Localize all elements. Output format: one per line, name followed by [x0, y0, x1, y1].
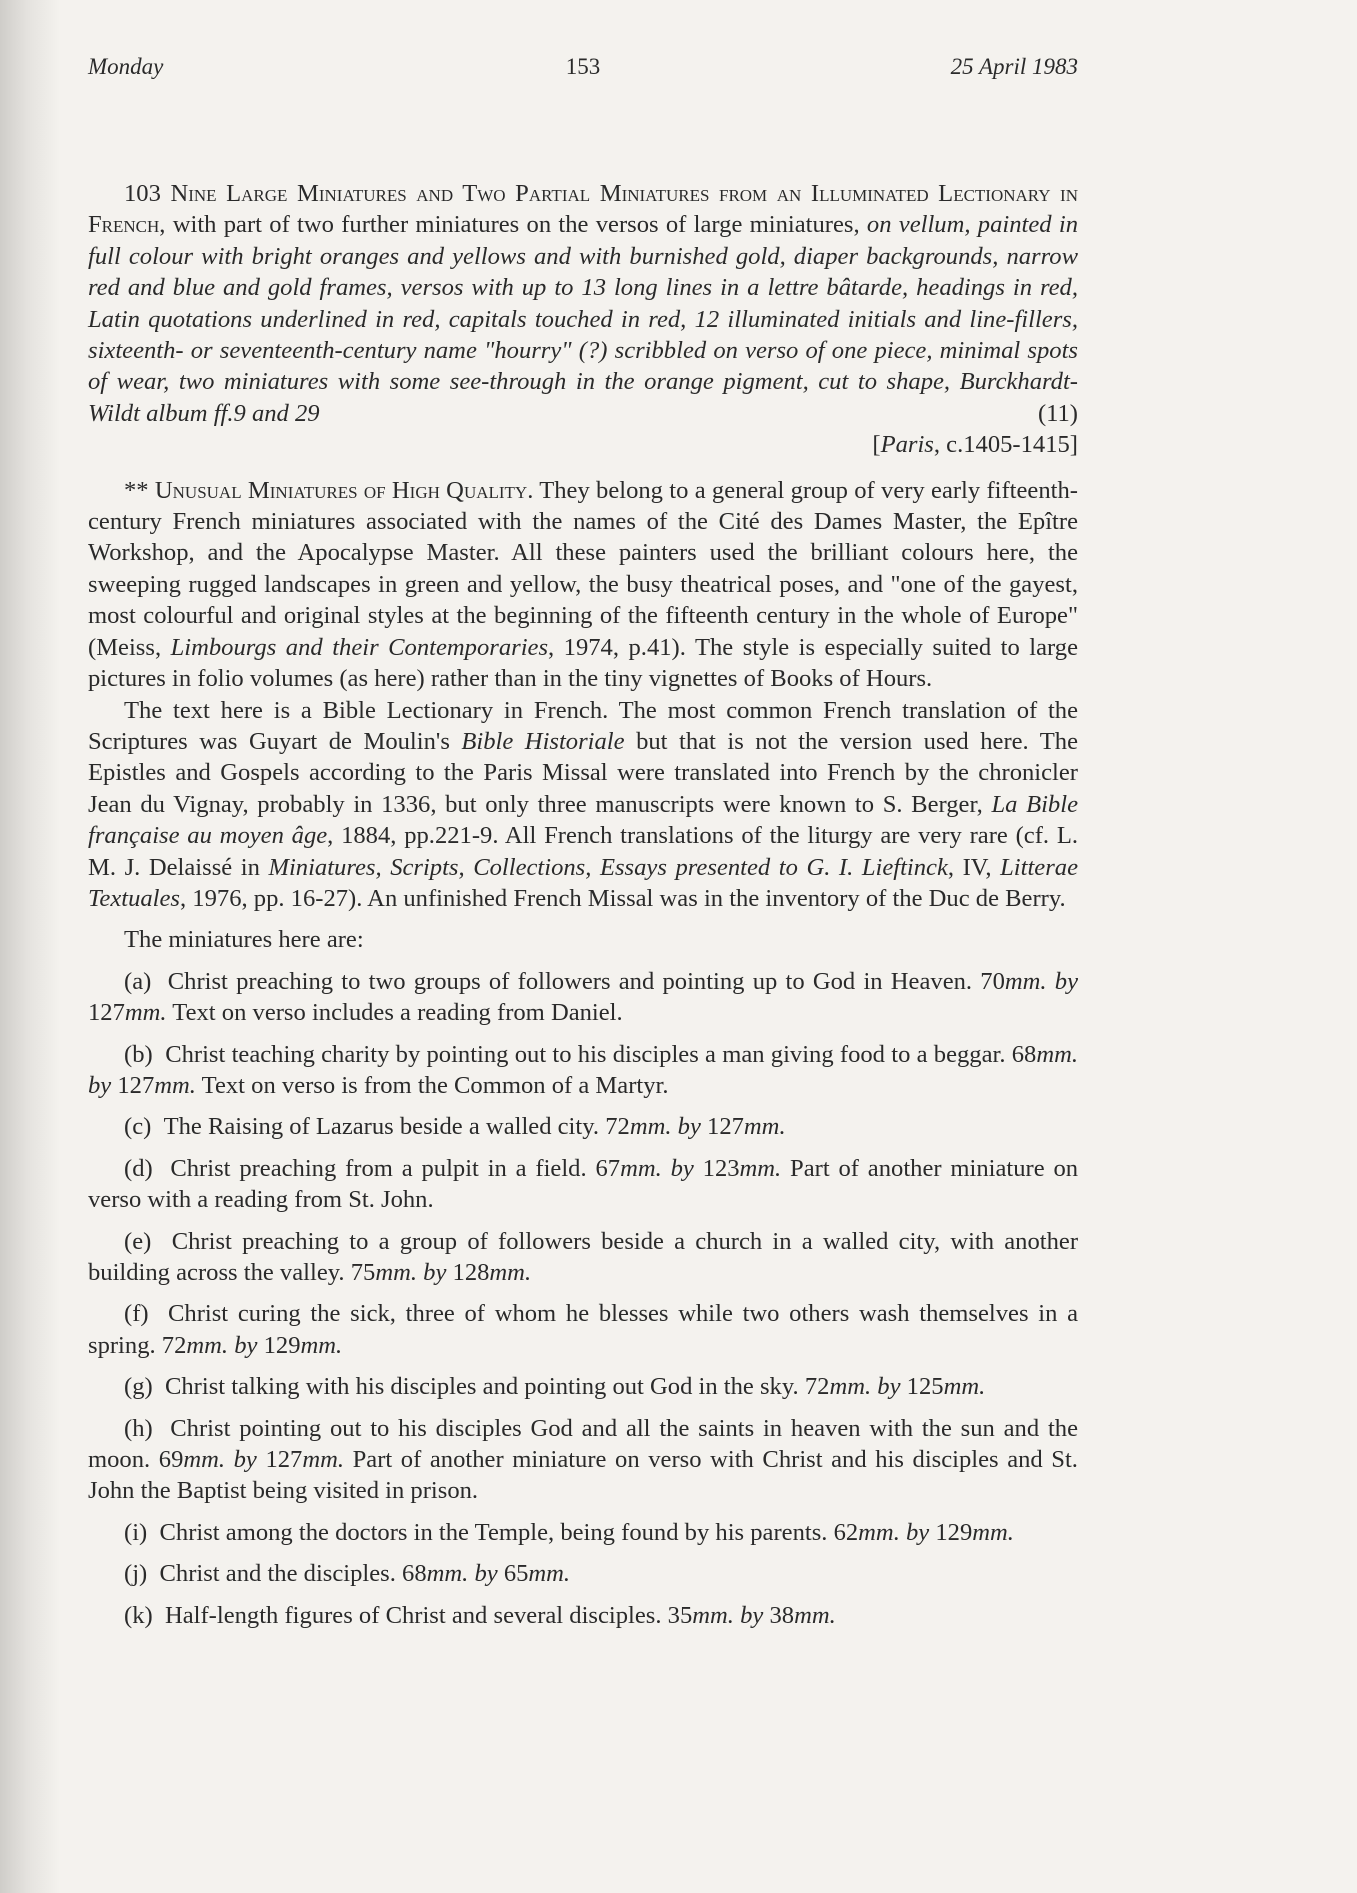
- item-text: Christ preaching from a pulpit in a field.: [170, 1154, 587, 1182]
- lot-origin-place: Paris: [880, 431, 934, 459]
- miniature-item: (e) Christ preaching to a group of followers beside a church in a walled city, with another building across the valley. 75mm. by 128mm.: [88, 1227, 1079, 1286]
- item-text: Christ preaching to a group of followers beside a church in a walled city, with another building across the valley.: [88, 1227, 1079, 1286]
- item-text: Christ among the doctors in the Temple, being found by his parents.: [159, 1518, 828, 1546]
- item-text: Christ talking with his disciples and pointing out God in the sky.: [164, 1373, 799, 1401]
- miniature-item: (j) Christ and the disciples. 68mm. by 65mm.: [124, 1560, 571, 1588]
- item-note: Part of another miniature on verso with Christ and his disciples and St. John the Baptist being visited in prison.: [88, 1446, 1078, 1505]
- item-text: Christ teaching charity by pointing out to his disciples a man giving food to a beggar.: [165, 1040, 1006, 1068]
- miniature-item: (f) Christ curing the sick, three of whom he blesses while two others wash themselves in a spring. 72mm. by 129mm.: [88, 1300, 1079, 1359]
- miniature-item: (i) Christ among the doctors in the Temple, being found by his parents. 62mm. by 129mm.: [124, 1518, 1014, 1546]
- miniature-list: [88, 966, 1078, 1631]
- item-note: Text on verso includes a reading from Daniel.: [172, 999, 623, 1027]
- item-label: (a): [124, 967, 152, 995]
- item-label: (h): [124, 1414, 153, 1442]
- lot-description: [88, 178, 1078, 429]
- item-text: Half-length figures of Christ and several disciples.: [164, 1601, 662, 1629]
- note-text: , 1976, pp. 16-27). An unfinished French Missal was in the inventory of the Duc de Berry.: [180, 884, 1066, 912]
- item-text: Christ preaching to two groups of followers and pointing up to God in Heaven.: [167, 967, 973, 995]
- item-label: (c): [124, 1113, 152, 1141]
- item-note: Part of another miniature on verso with a reading from St. John.: [88, 1154, 1079, 1214]
- miniature-item: (d) Christ preaching from a pulpit in a field. 67mm. by 123mm. Part of another miniature on verso with a reading from St. John.: [88, 1154, 1079, 1214]
- note-text: , 1884, pp.221-9. All French translations of the liturgy are very rare (cf. L. M. J. Delaissé in: [88, 822, 1078, 881]
- running-head-day: Monday: [88, 54, 164, 79]
- lot-origin-date: c.1405-1415: [946, 431, 1070, 459]
- miniature-item: (g) Christ talking with his disciples and pointing out God in the sky. 72mm. by 125mm.: [124, 1373, 986, 1401]
- running-head-date: 25 April 1983: [950, 54, 1078, 79]
- lot-physical-description: on vellum, painted in full colour with bright oranges and yellows and with burnished gold, diaper backgrounds, narrow red and blue and gold frames, versos with up to 13 long lines in a lettre bâtarde, headings in red, Latin quotations underlined in red, capitals touched in red, 12 illuminated initials and line-fillers, sixteenth- or seventeenth-century name "hourry" (?) scribbled on verso of one piece, minimal spots of wear, two miniatures with some see-through in the orange pigment, cut to shape, Burckhardt-Wildt album ff.9 and 29: [88, 211, 1078, 427]
- miniature-item: (b) Christ teaching charity by pointing out to his disciples a man giving food to a beggar. 68mm. by 127mm. Text on verso is from the Common of a Martyr.: [88, 1040, 1078, 1099]
- lot-number: 103: [124, 180, 161, 207]
- item-label: (g): [124, 1373, 153, 1401]
- item-label: (b): [124, 1040, 153, 1068]
- miniature-item: (a) Christ preaching to two groups of followers and pointing up to God in Heaven. 70mm. by 127mm. Text on verso includes a reading from Daniel.: [88, 967, 1079, 1027]
- item-label: (j): [124, 1560, 148, 1588]
- note-text: , 1974, p.41). The style is especially suited to large pictures in folio volumes (as here) rather than in the tiny vignettes of Books of Hours.: [88, 633, 1078, 693]
- lot-title: Nine Large Miniatures and Two Partial Miniatures from an Illuminated Lectionary in French: [88, 180, 1078, 239]
- miniature-item: (c) The Raising of Lazarus beside a walled city. 72mm. by 127mm.: [124, 1113, 786, 1141]
- item-label: (d): [124, 1154, 153, 1182]
- note-text: They belong to a general group of very early fifteenth-century French miniatures associated with the names of the Cité des Dames Master, the Epître Workshop, and the Apocalypse Master. All these painters used the brilliant colours here, the sweeping rugged landscapes in green and yellow, the busy theatrical poses, and "one of the gayest, most colourful and original styles at the beginning of the fifteenth century in the whole of Europe" (Meiss,: [88, 476, 1078, 661]
- catalogue-page: [88, 54, 1078, 1631]
- item-label: (f): [124, 1300, 149, 1328]
- item-label: (i): [124, 1518, 148, 1546]
- miniatures-intro: The miniatures here are:: [124, 926, 364, 954]
- note-text: but that is not the version used here. The Epistles and Gospels according to the Paris Missal were translated into French by the chronicler Jean du Vignay, probably in 1336, but only three manuscripts were known to S. Berger,: [88, 727, 1078, 818]
- lot-origin: [Paris, c.1405-1415]: [872, 431, 1078, 459]
- item-label: (e): [124, 1227, 152, 1255]
- note-text: The text here is a Bible Lectionary in French. The most common French translation of the Scriptures was Guyart de Moulin's: [88, 696, 1078, 755]
- note-marker: **: [124, 476, 149, 504]
- item-text: Christ pointing out to his disciples God and all the saints in heaven with the sun and the moon.: [88, 1414, 1078, 1474]
- miniature-item: (h) Christ pointing out to his disciples God and all the saints in heaven with the sun and the moon. 69mm. by 127mm. Part of another miniature on verso with Christ and his disciples and St. John the Baptist being visited in prison.: [88, 1414, 1078, 1505]
- item-label: (k): [124, 1601, 153, 1629]
- cited-title: Litterae Textuales: [88, 853, 1078, 912]
- cited-title: La Bible française au moyen âge: [88, 790, 1078, 850]
- lot-title-continuation: , with part of two further miniatures on the versos of large miniatures,: [159, 211, 867, 239]
- note-heading: Unusual Miniatures of High Quality.: [154, 476, 534, 504]
- item-note: Text on verso is from the Common of a Martyr.: [201, 1071, 669, 1099]
- item-text: Christ curing the sick, three of whom he blesses while two others wash themselves in a spring.: [88, 1300, 1079, 1359]
- note-paragraph-2: [88, 695, 1078, 915]
- lot-quantity: (11): [1037, 399, 1078, 427]
- note-text: , IV,: [947, 853, 1001, 881]
- cited-title: Miniatures, Scripts, Collections, Essays presented to G. I. Lieftinck: [268, 853, 948, 881]
- cited-title: Bible Historiale: [461, 727, 625, 755]
- note-paragraph-1: [88, 475, 1078, 695]
- running-head: [88, 54, 1078, 94]
- page-number: 153: [565, 54, 601, 79]
- binding-gutter-shadow: [0, 0, 60, 1893]
- miniature-item: (k) Half-length figures of Christ and several disciples. 35mm. by 38mm.: [124, 1601, 836, 1629]
- cited-title: Limbourgs and their Contemporaries: [170, 633, 549, 661]
- item-text: Christ and the disciples.: [159, 1560, 396, 1588]
- item-text: The Raising of Lazarus beside a walled city.: [163, 1113, 600, 1141]
